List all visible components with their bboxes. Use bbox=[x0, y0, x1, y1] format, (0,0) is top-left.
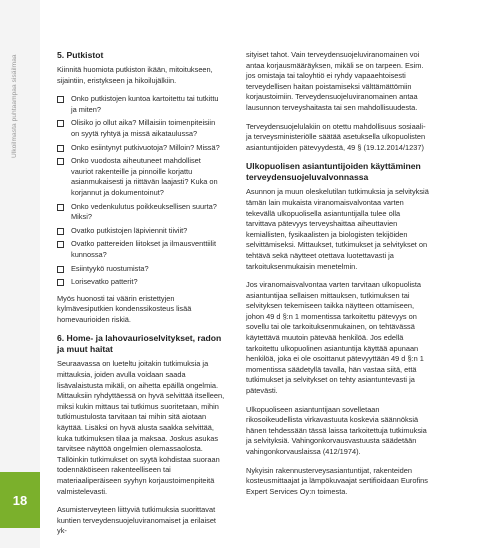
checkbox-icon bbox=[57, 241, 64, 248]
left-column bbox=[57, 50, 225, 545]
checklist-item: Olisiko jo ollut aika? Millaisiin toimenpiteisiin on syytä ryhtyä ja missä aikataulussa? bbox=[57, 118, 225, 139]
checkbox-icon bbox=[57, 228, 64, 235]
checkbox-icon bbox=[57, 96, 64, 103]
checkbox-icon bbox=[57, 158, 64, 165]
checklist-item: Ovatko pattereiden liitokset ja ilmausventtiilit kunnossa? bbox=[57, 239, 225, 260]
checkbox-icon bbox=[57, 204, 64, 211]
checkbox-icon bbox=[57, 120, 64, 127]
right-column bbox=[246, 50, 432, 505]
checkbox-icon bbox=[57, 145, 64, 152]
section-heading-asiantuntijat: Ulkopuolisen asiantuntijoiden käyttäminen terveydensuojeluvalvonnassa bbox=[246, 161, 421, 183]
checklist-item: Onko esiintynyt putkivuotoja? Milloin? Missä? bbox=[57, 143, 225, 154]
section-5-intro: Kiinnitä huomiota putkiston ikään, mitoitukseen, sijaintiin, eristykseen ja hikoilujälkiin. bbox=[57, 65, 213, 85]
right-paragraph-5: Ulkopuoliseen asiantuntijaan sovelletaan rikosoikeudellista virkavastuuta koskevia säännöksiä hänen tehdessään tässä laissa tarkoitettuja tutkimuksia ja selvityksiä. Vahingonkorvausvastuusta säädetään vahingonkorvauslaissa (412/1974). bbox=[246, 404, 427, 456]
checklist-item: Onko vuodosta aiheutuneet mahdolliset vauriot rakenteille ja pinnoille korjattu asianmukaisesti ja riittävän laajasti? Kuka on korjannut ja dokumentoinut? bbox=[57, 156, 225, 198]
checklist-item: Onko vedenkulutus poikkeuksellisen suurta? Miksi? bbox=[57, 202, 225, 223]
page-number: 18 bbox=[0, 472, 40, 528]
section-5-heading: 5. Putkistot bbox=[57, 50, 104, 60]
right-paragraph-1: sityiset tahot. Vain terveydensuojeluviranomainen voi antaa korjausmääräyksen, mikäli se on tarpeen. Esim. jos omistaja tai taloyhtiö ei ryhdy vapaaehtoisesti terveydellisen haitan poistamiseksi välttämättömiin korjaustoimiin. Terveydensuojeluviranomainen antaa lausunnon terveyshaitasta tai sen mahdollisuudesta. bbox=[246, 50, 424, 112]
checkbox-icon bbox=[57, 266, 64, 273]
checklist-item: Esiintyykö ruostumista? bbox=[57, 264, 225, 275]
checkbox-icon bbox=[57, 279, 64, 286]
checklist bbox=[57, 94, 225, 288]
checklist-item: Onko putkistojen kuntoa kartoitettu tai tutkittu ja miten? bbox=[57, 94, 225, 115]
right-paragraph-2: Terveydensuojelulakiin on otettu mahdollisuus sosiaali- ja terveysministeriölle säätää asetuksella ulkopuolisten asiantuntijoiden pätevyydestä, 49 § (19.12.2014/1237) bbox=[246, 121, 426, 152]
section-6-paragraph-2: Asumisterveyteen liittyviä tutkimuksia suorittavat kuntien terveydensuojeluviranomaiset ja erilaiset yk- bbox=[57, 505, 216, 536]
right-paragraph-3: Asunnon ja muun oleskelutilan tutkimuksia ja selvityksiä tämän lain mukaista viranomaisvalvontaa varten tekevällä ulkopuolisella asiantuntijalla tulee olla tarvittava pätevyys terveyshaittaa aiheuttavien kemiallisten, fysikaalisten ja biologisten tekijöiden selvittämiseksi. Mittaukset, tutkimukset ja selvitykset on tehtävä sekä näytteet otettava luotettavasti ja tarkoituksenmukaisin menetelmin. bbox=[246, 187, 429, 271]
right-paragraph-4: Jos viranomaisvalvontaa varten tarvitaan ulkopuolista asiantuntijaa sellaisen mittauksen, tutkimuksen tai selvityksen tekemiseen taikka näytteen ottamiseen, johon 49 d §:n 1 momentissa tarkoitettu pätevyys on sovellu tai ole tarkoituksenmukainen, on tehtävässä käytettävä muutoin pätevää henkilöä. Jos edellä tarkoitettu ulkopuolinen asiantuntija käyttää apunaan henkilöä, joka ei ole osoittanut pätevyyttään 49 d §:n 1 momentissa säädetyllä tavalla, hän vastaa siitä, että tutkimukset ja selvitykset on tehty asiantuntevasti ja pätevästi. bbox=[246, 280, 424, 396]
section-5-outro: Myös huonosti tai väärin eristettyjen kylmävesiputkien kondenssikosteus lisää homevaurioiden riskiä. bbox=[57, 293, 192, 324]
checklist-item: Ovatko putkistojen läpiviennit tiiviit? bbox=[57, 226, 225, 237]
running-header: Ulkoilmasta puhtaampaa sisäilmaa bbox=[11, 54, 18, 158]
section-6-paragraph-1: Seuraavassa on lueteltu joitakin tutkimuksia ja mittauksia, joiden avulla voidaan saada lisävalaistusta mikäli, on aihetta epäillä ongelmia. Mittauksiin ryhdyttäessä on hyvä selvittää itselleen, miksi kukin mittaus tai tutkimus suoritetaan, mihin tutkimustulosta tarvitaan tai mihin sitä aiotaan käyttää. Lisäksi on hyvä alusta saakka selvittää, kuka tutkimuksen tilaa ja maksaa. Joskus asukas tarvitsee näyttöä ongelmien olemassaolosta. Tällöinkin tutkimukset on syytä kohdistaa suoraan todennäköiseen rakenteelliseen tai materiaaliperäiseen syyhyn korjaustoimenpiteitä valmistelevasti. bbox=[57, 359, 225, 496]
section-6-heading: 6. Home- ja lahovaurioselvitykset, radon ja muut haitat bbox=[57, 333, 222, 355]
checklist-item: Lorisevatko patterit? bbox=[57, 277, 225, 288]
right-paragraph-6: Nykyisin rakennusterveysasiantuntijat, rakenteiden kosteusmittaajat ja lämpökuvaajat sertifioidaan Eurofins Expert Services Oy:n toimesta. bbox=[246, 465, 428, 496]
